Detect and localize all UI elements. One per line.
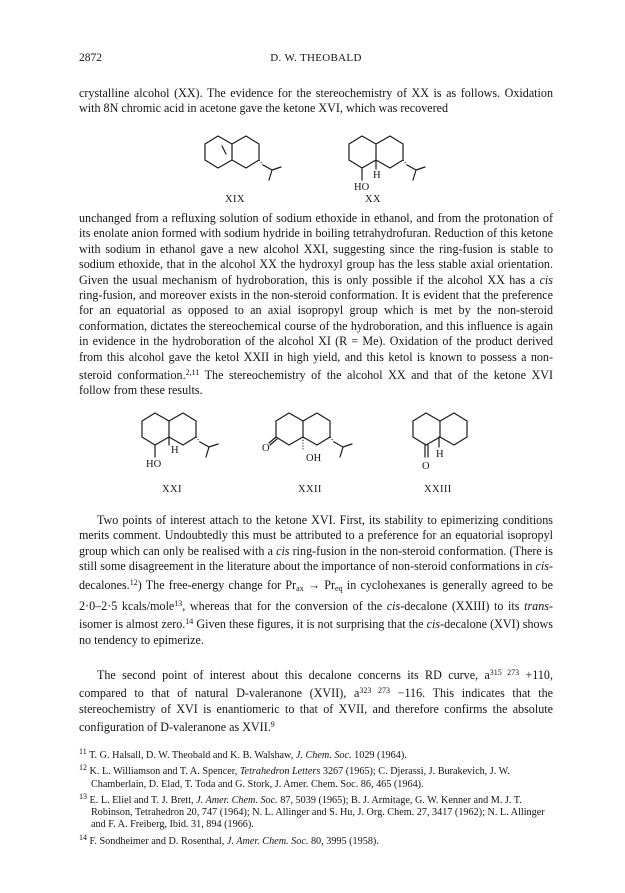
structure-XXII xyxy=(262,405,367,477)
structure-XX xyxy=(340,122,450,194)
label-XXII: XXII xyxy=(298,484,322,495)
atom-ho: HO xyxy=(354,182,370,193)
atom-oh: OH xyxy=(306,453,322,464)
atom-h: H xyxy=(373,170,381,181)
footnote-11: $^{11}$ T. G. Halsall, D. W. Theobald and K. B. Walshaw, J. Chem. Soc. 1029 (1964). xyxy=(79,747,407,761)
atom-o: O xyxy=(422,461,430,472)
atom-ho: HO xyxy=(146,459,162,470)
footnote-14: $^{14}$ F. Sondheimer and D. Rosenthal, J. Amer. Chem. Soc. 80, 3995 (1958). xyxy=(79,832,379,847)
page-header xyxy=(79,52,553,68)
label-XIX: XIX xyxy=(225,194,245,205)
paragraph-2: unchanged from a refluxing solution of sodium ethoxide in ethanol, and from the protonation of its enolate anion formed with sodium hydride in boiling tetrahydrofuran. Reduction of this ketone with sodium in ethanol gave a new alcohol XXI, suggesting since the ring-fusion is stable to sodium ethoxide, that in the alcohol XX the hydroxyl group has the less stable axial orientation. Given the usual mechanism of hydroboration, this is only possible if the alcohol XX has a cis ring-fusion, and moreover exists in the non-steroid conformation. It is evident that the preference for an equatorial as opposed to an axial isopropyl group which is met by the non-steroid conformation, dictates the stereochemical course of the hydroboration, and this influence is again in evidence in the hydroboration of the alcohol XI (R = Me). Oxidation of the product derived from this alcohol gave the ketol XXII in high yield, and this ketol is known to possess a non-steroid conformation.$^{2,11}$ The stereochemistry of the alcohol XX and that of the ketone XVI follow from these results. xyxy=(79,211,553,398)
running-head: D. W. THEOBALD xyxy=(270,52,362,64)
structure-XXI xyxy=(136,405,236,477)
label-XXIII: XXIII xyxy=(424,484,452,495)
page-number: 2872 xyxy=(79,52,102,64)
label-XX: XX xyxy=(365,194,381,205)
footnote-13: $^{13}$ E. L. Eliel and T. J. Brett, J. Amer. Chem. Soc. 87, 5039 (1965); B. J. Armitage, G. W. Kenner and M. J. T. Robinson, Tetrahedron 20, 747 (1964); N. L. Allinger and S. Hu, J. Org. Chem. 27, 3417 (1962); N. L. Allinger and F. A. Freiberg, Ibid. 31, 894 (1966). xyxy=(79,791,545,831)
structure-XIX xyxy=(196,122,306,194)
paragraph-4: The second point of interest about this decalone concerns its RD curve, $a^{315 273} +110$, compared to that of natural D-valeranone (XVII), $a^{323 273} -116$. This indicates that the stereochemistry of XVI is enantiomeric to that of XVII, and therefore confirms the absolute configuration of D-valeranone as XVII.$^9$ xyxy=(79,668,554,735)
atom-o: O xyxy=(262,443,270,454)
reference-marker: 2,11 xyxy=(185,368,200,378)
paragraph-1: crystalline alcohol (XX). The evidence for the stereochemistry of XX is as follows. Oxidation with 8N chromic acid in acetone gave the ketone XVI, which was recovered xyxy=(79,86,553,116)
footnote-12: $^{12}$ K. L. Williamson and T. A. Spencer, Tetrahedron Letters 3267 (1965); C. Djerassi, J. Burakevich, J. W. Chamberlain, D. Elad, T. Toda and G. Stork, J. Amer. Chem. Soc. 86, 465 (1964). xyxy=(79,763,510,790)
atom-h: H xyxy=(436,449,444,460)
label-XXI: XXI xyxy=(162,484,182,495)
italic-cis: cis xyxy=(539,272,553,287)
footnotes xyxy=(79,746,553,848)
paragraph-3: Two points of interest attach to the ketone XVI. First, its stability to epimerizing conditions merits comment. Undoubtedly this must be attributed to a preference for an equatorial isopropyl group which can only be realised with a cis ring-fusion in the non-steroid conformation. (There is still some disagreement in the literature about the importance of non-steroid conformations in cis-decalones.$^{12}$) The free-energy change for $Pr_{ax} \to Pr_{eq}$ in cyclohexanes is generally agreed to be 2·0–2·5 kcals/mole$^{13}$, whereas that for the conversion of the cis-decalone (XXIII) to its trans-isomer is almost zero.$^{14}$ Given these figures, it is not surprising that the cis-decalone (XVI) shows no tendency to epimerize. xyxy=(79,513,553,647)
structure-XXIII xyxy=(405,405,485,485)
atom-h: H xyxy=(171,445,179,456)
